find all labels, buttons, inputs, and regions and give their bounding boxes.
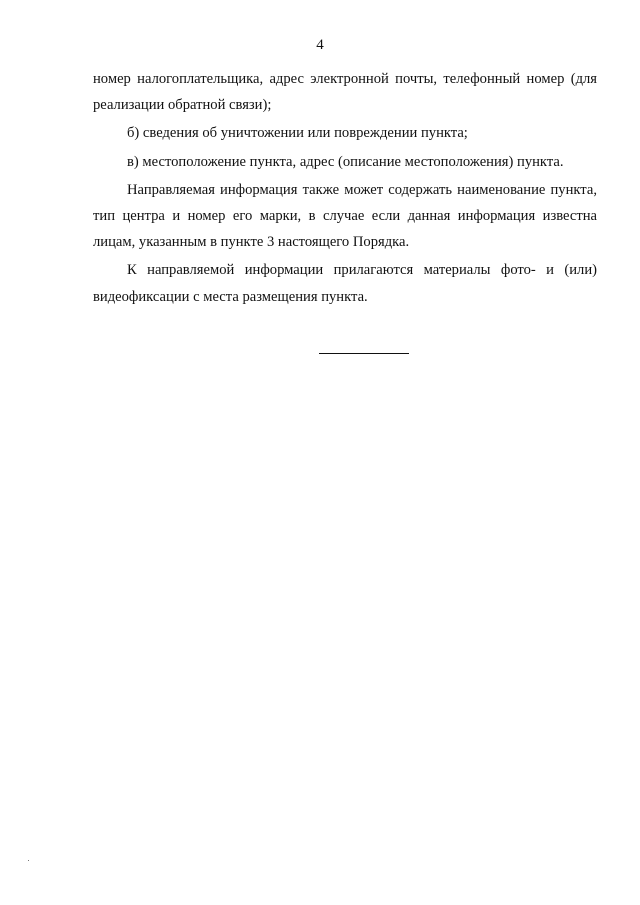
paragraph-additional-info: Направляемая информация также может содержать наименование пункта, тип центра и номер его марки, в случае если данная информация известна лицам, указанным в пункте 3 настоящего Порядка. bbox=[93, 181, 597, 251]
end-separator-line bbox=[319, 353, 409, 354]
scan-speck bbox=[28, 860, 29, 861]
paragraph-item-v: в) местоположение пункта, адрес (описание местоположения) пункта. bbox=[127, 153, 564, 170]
document-body bbox=[93, 66, 597, 310]
paragraph-contact-continuation: номер налогоплательщика, адрес электронной почты, телефонный номер (для реализации обратной связи); bbox=[93, 71, 597, 114]
paragraph-attachments: К направляемой информации прилагаются материалы фото- и (или) видеофиксации с места размещения пункта. bbox=[93, 262, 597, 305]
page-number: 4 bbox=[316, 37, 324, 53]
paragraph-item-b: б) сведения об уничтожении или повреждении пункта; bbox=[127, 125, 468, 142]
